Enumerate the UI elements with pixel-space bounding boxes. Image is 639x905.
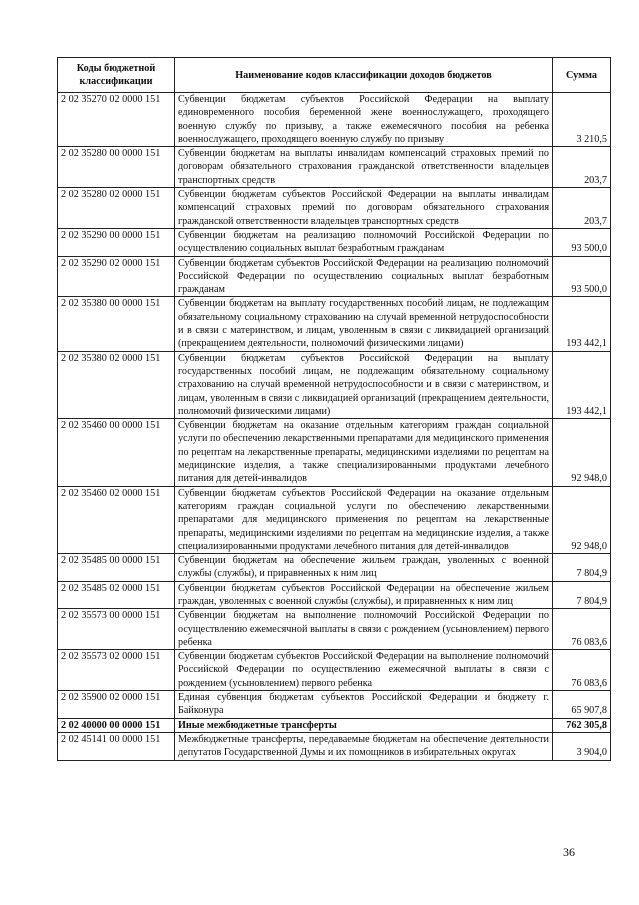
table-row [58, 650, 611, 691]
header-name: Наименование кодов классификации доходов бюджетов [175, 58, 553, 93]
cell-name: Субвенции бюджетам субъектов Российской Федерации на обеспечение жильем граждан, уволенных с военной службы (службы), и приравненных к ним лиц [175, 581, 553, 609]
table-header-row [58, 58, 611, 93]
cell-name: Субвенции бюджетам на реализацию полномочий Российской Федерации по осуществлению социальных выплат безработным гражданам [175, 228, 553, 256]
cell-code: 2 02 35290 02 0000 151 [58, 256, 175, 297]
cell-sum: 3 904,0 [553, 732, 611, 760]
cell-code: 2 02 35573 02 0000 151 [58, 650, 175, 691]
table-row [58, 351, 611, 418]
table-row [58, 581, 611, 609]
table-row [58, 718, 611, 732]
document-page [57, 57, 610, 761]
cell-name: Субвенции бюджетам на обеспечение жильем граждан, уволенных с военной службы (службы), и приравненных к ним лиц [175, 554, 553, 582]
cell-sum: 7 804,9 [553, 554, 611, 582]
cell-sum: 193 442,1 [553, 351, 611, 418]
cell-sum: 762 305,8 [553, 718, 611, 732]
table-row [58, 188, 611, 229]
header-sum: Сумма [553, 58, 611, 93]
cell-code: 2 02 35280 02 0000 151 [58, 188, 175, 229]
table-row [58, 297, 611, 351]
cell-name: Субвенции бюджетам субъектов Российской Федерации на реализацию полномочий Российской Федерации по осуществлению социальных выплат безработным гражданам [175, 256, 553, 297]
cell-name: Субвенции бюджетам на выполнение полномочий Российской Федерации по осуществлению ежемесячной выплаты в связи с рождением (усыновлением) первого ребенка [175, 609, 553, 650]
cell-sum: 193 442,1 [553, 297, 611, 351]
cell-code: 2 02 35485 00 0000 151 [58, 554, 175, 582]
cell-sum: 203,7 [553, 147, 611, 188]
cell-code: 2 02 45141 00 0000 151 [58, 732, 175, 760]
table-row [58, 228, 611, 256]
cell-name: Межбюджетные трансферты, передаваемые бюджетам на обеспечение деятельности депутатов Государственной Думы и их помощников в избирательных округах [175, 732, 553, 760]
page-number: 36 [563, 845, 575, 859]
table-body [58, 93, 611, 761]
cell-code: 2 02 35270 02 0000 151 [58, 93, 175, 147]
budget-classification-table [57, 57, 611, 761]
cell-sum: 92 948,0 [553, 419, 611, 486]
cell-code: 2 02 35900 02 0000 151 [58, 691, 175, 719]
table-row [58, 256, 611, 297]
cell-sum: 92 948,0 [553, 486, 611, 553]
cell-code: 2 02 35460 00 0000 151 [58, 419, 175, 486]
table-row [58, 486, 611, 553]
cell-code: 2 02 35380 00 0000 151 [58, 297, 175, 351]
cell-code: 2 02 35380 02 0000 151 [58, 351, 175, 418]
cell-name: Единая субвенция бюджетам субъектов Российской Федерации и бюджету г. Байконура [175, 691, 553, 719]
cell-sum: 7 804,9 [553, 581, 611, 609]
cell-code: 2 02 40000 00 0000 151 [58, 718, 175, 732]
cell-name: Иные межбюджетные трансферты [175, 718, 553, 732]
table-row [58, 419, 611, 486]
cell-name: Субвенции бюджетам субъектов Российской Федерации на выплату государственных пособий лицам, не подлежащим обязательному социальному страхованию на случай временной нетрудоспособности и в связи с материнством, и лицам, уволенным в связи с ликвидацией организаций (прекращением деятельности, полномочий физическими лицами) [175, 351, 553, 418]
table-row [58, 147, 611, 188]
cell-sum: 203,7 [553, 188, 611, 229]
table-row [58, 93, 611, 147]
cell-name: Субвенции бюджетам на оказание отдельным категориям граждан социальной услуги по обеспечению лекарственными препаратами для медицинского применения по рецептам на лекарственные препараты, медицинскими изделиями по рецептам на медицинские изделия, а также специализированными продуктами лечебного питания для детей-инвалидов [175, 419, 553, 486]
cell-name: Субвенции бюджетам субъектов Российской Федерации на выплаты инвалидам компенсаций страховых премий по договорам обязательного страхования гражданской ответственности владельцев транспортных средств [175, 188, 553, 229]
cell-name: Субвенции бюджетам на выплаты инвалидам компенсаций страховых премий по договорам обязательного страхования гражданской ответственности владельцев транспортных средств [175, 147, 553, 188]
table-row [58, 609, 611, 650]
header-code: Коды бюджетной классификации [58, 58, 175, 93]
cell-sum: 3 210,5 [553, 93, 611, 147]
cell-sum: 76 083,6 [553, 650, 611, 691]
cell-sum: 93 500,0 [553, 256, 611, 297]
cell-code: 2 02 35485 02 0000 151 [58, 581, 175, 609]
table-row [58, 691, 611, 719]
cell-name: Субвенции бюджетам субъектов Российской Федерации на выплату единовременного пособия беременной жене военнослужащего, проходящего военную службу по призыву, а также ежемесячного пособия на ребенка военнослужащего, проходящего военную службу по призыву [175, 93, 553, 147]
cell-name: Субвенции бюджетам субъектов Российской Федерации на оказание отдельным категориям граждан социальной услуги по обеспечению лекарственными препаратами для медицинского применения по рецептам на лекарственные препараты, медицинскими изделиями по рецептам на медицинские изделия, а также специализированными продуктами лечебного питания для детей-инвалидов [175, 486, 553, 553]
cell-code: 2 02 35460 02 0000 151 [58, 486, 175, 553]
cell-name: Субвенции бюджетам на выплату государственных пособий лицам, не подлежащим обязательному социальному страхованию на случай временной нетрудоспособности и в связи с материнством, и лицам, уволенным в связи с ликвидацией организаций (прекращением деятельности, полномочий физическими лицами) [175, 297, 553, 351]
cell-code: 2 02 35280 00 0000 151 [58, 147, 175, 188]
cell-sum: 76 083,6 [553, 609, 611, 650]
cell-sum: 65 907,8 [553, 691, 611, 719]
table-row [58, 554, 611, 582]
table-row [58, 732, 611, 760]
cell-name: Субвенции бюджетам субъектов Российской Федерации на выполнение полномочий Российской Федерации по осуществлению ежемесячной выплаты в связи с рождением (усыновлением) первого ребенка [175, 650, 553, 691]
cell-code: 2 02 35573 00 0000 151 [58, 609, 175, 650]
cell-sum: 93 500,0 [553, 228, 611, 256]
cell-code: 2 02 35290 00 0000 151 [58, 228, 175, 256]
